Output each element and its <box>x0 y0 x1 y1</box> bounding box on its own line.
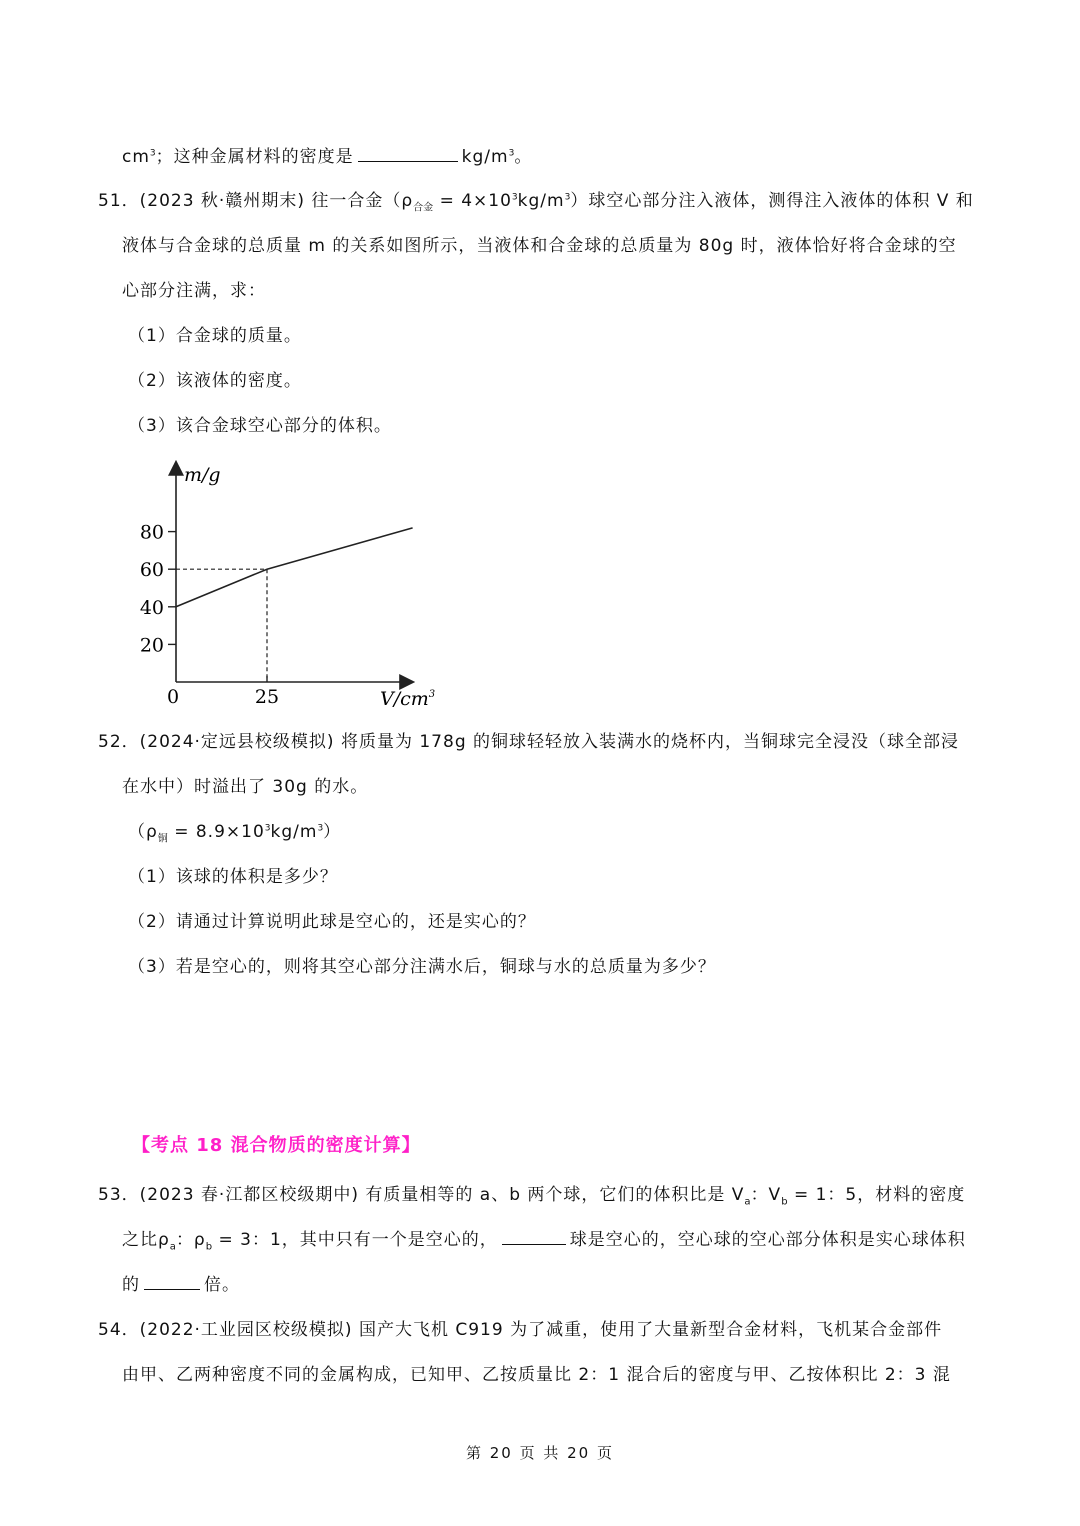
y-tick-label: 80 <box>139 521 164 544</box>
q51-part-1: （1）合金球的质量。 <box>128 326 302 346</box>
q51-part-3: （3）该合金球空心部分的体积。 <box>128 416 392 436</box>
q52-line-1: 52．(2024·定远县校级模拟) 将质量为 178g 的铜球轻轻放入装满水的烧杯内，当铜球完全浸没（球全部浸 <box>98 732 960 752</box>
q52-line-3: $(\rho_铜 = 8.9\times 10^3kg/m^3)$ <box>128 822 342 845</box>
q52-part-1: （1）该球的体积是多少？ <box>128 867 338 887</box>
answer-blank-times[interactable] <box>144 1273 200 1290</box>
y-tick-label: 40 <box>139 596 164 619</box>
y-tick-label: 60 <box>139 559 164 582</box>
page-footer: 第 20 页 共 20 页 <box>465 1444 614 1462</box>
q52-line-2: 在水中）时溢出了 30g 的水。 <box>122 777 369 797</box>
q54-line-2: 由甲、乙两种密度不同的金属构成，已知甲、乙按质量比 2：1 混合后的密度与甲、乙按体积比 2：3 混 <box>122 1365 951 1385</box>
q53-line-2: 之比$\rho_a$：$\rho_b = 3$：1，其中只有一个是空心的， 球是空心的，空心球的空心部分体积是实心球体积 <box>122 1230 966 1253</box>
x-tick-label: 0 <box>166 686 180 708</box>
q51-line-2: 液体与合金球的总质量 m 的关系如图所示，当液体和合金球的总质量为 80g 时，液体恰好将合金球的空 <box>122 236 957 256</box>
y-tick-label: 20 <box>139 634 164 657</box>
answer-blank[interactable] <box>358 145 458 162</box>
prev-answer-line: $cm^3$；这种金属材料的密度是 $kg/m^3$。 <box>122 147 533 167</box>
q53-line-3: 的 倍。 <box>122 1275 240 1295</box>
section-heading-18: 【考点 18 混合物质的密度计算】 <box>132 1135 421 1156</box>
q53-line-1: 53．(2023 春·江都区校级期中) 有质量相等的 a、b 两个球，它们的体积比是 $V_a$：$V_b = 1$：5，材料的密度 <box>98 1185 966 1208</box>
x-tick-label: 25 <box>254 686 280 708</box>
q51-part-2: （2）该液体的密度。 <box>128 371 302 391</box>
mass-volume-chart <box>120 455 460 715</box>
q54-line-1: 54．(2022·工业园区校级模拟) 国产大飞机 C919 为了减重，使用了大量新型合金材料，飞机某合金部件 <box>98 1320 943 1340</box>
answer-blank-ball[interactable] <box>502 1228 566 1245</box>
x-axis-label: $V/cm^3$ <box>380 688 436 710</box>
q51-line-3: 心部分注满，求： <box>122 281 266 301</box>
series-line <box>176 528 413 607</box>
q52-part-3: （3）若是空心的，则将其空心部分注满水后，铜球与水的总质量为多少？ <box>128 957 716 977</box>
q52-part-2: （2）请通过计算说明此球是空心的，还是实心的？ <box>128 912 536 932</box>
y-axis-label: m/g <box>184 464 221 486</box>
q51-line-1: 51．(2023 秋·赣州期末) 往一合金$(\rho_{合金} = 4\times 10^3kg/m^3)$球空心部分注入液体，测得注入液体的体积 V 和 <box>98 191 974 214</box>
